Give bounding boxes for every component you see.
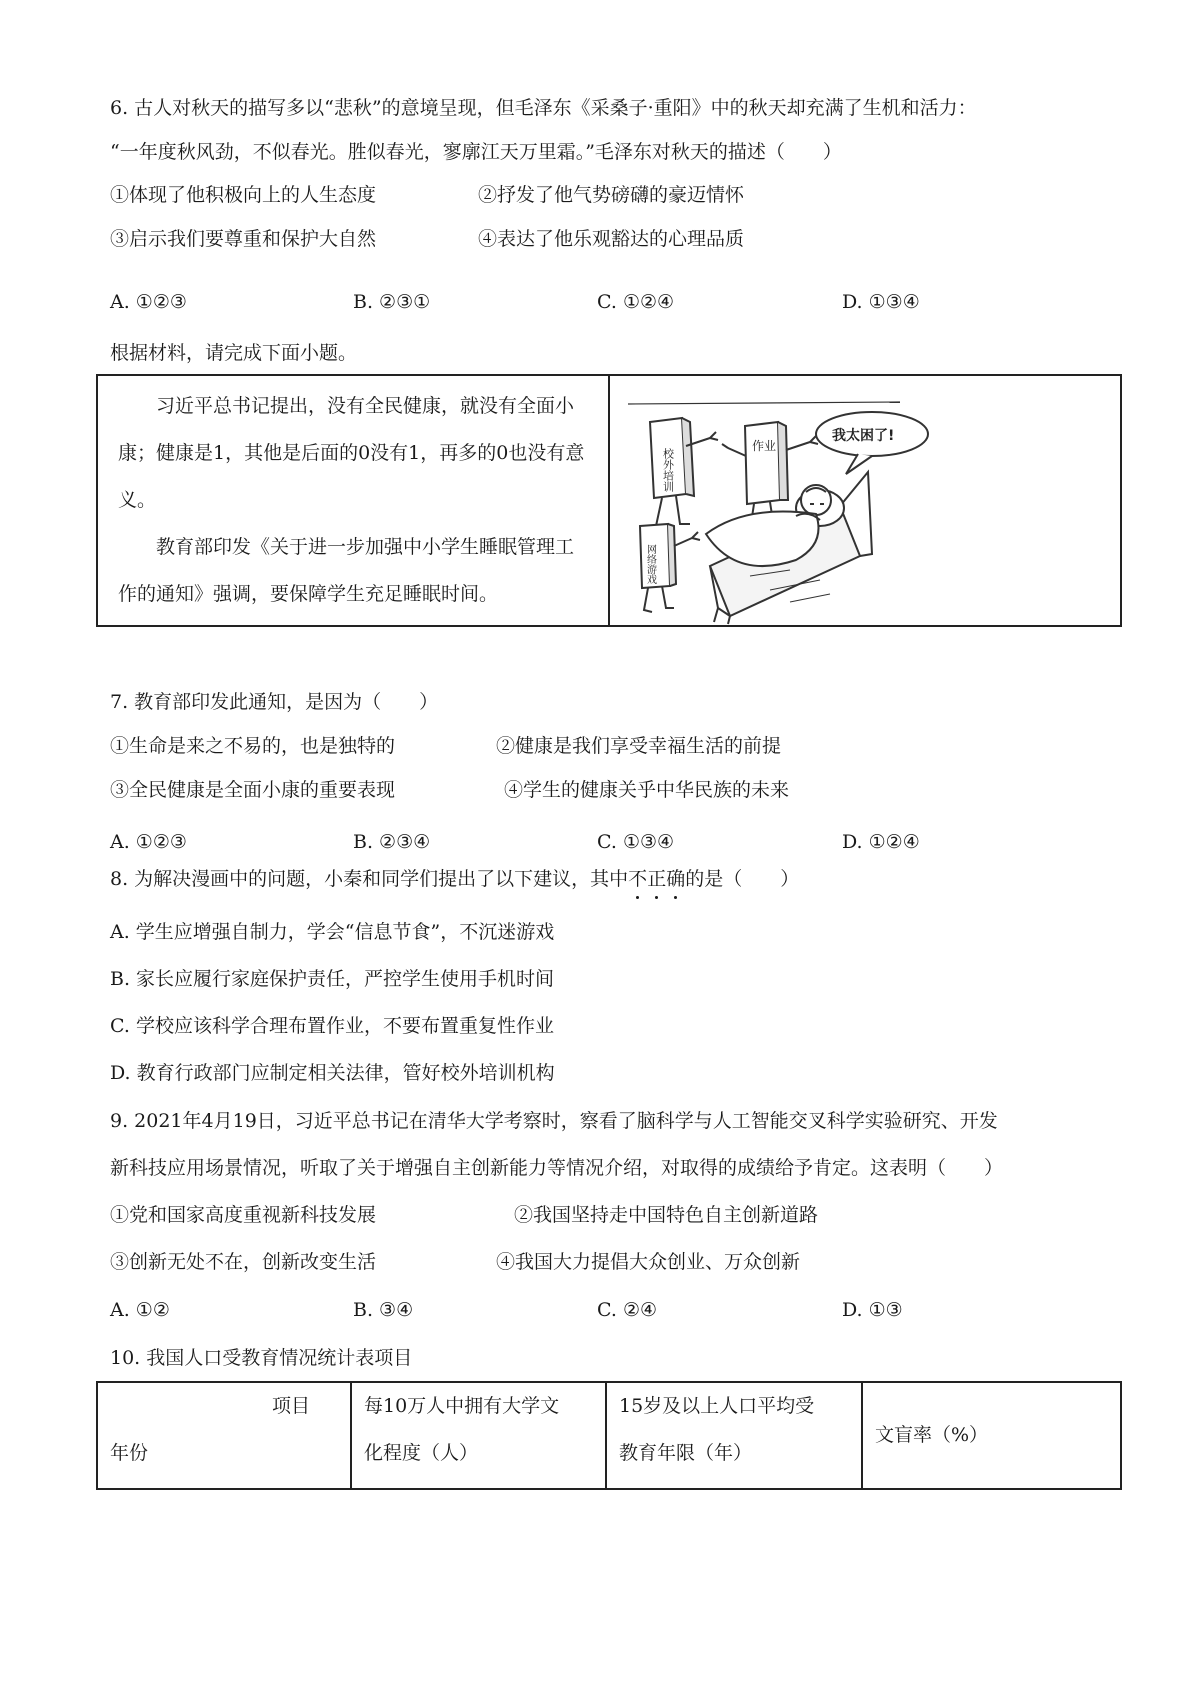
q6-statement-3: ③启示我们要尊重和保护大自然 xyxy=(110,228,377,250)
q9-option-c[interactable]: C. ②④ xyxy=(597,1299,658,1321)
cartoon-image xyxy=(610,376,1120,625)
book2-label: 作业 xyxy=(752,439,777,453)
emphasis-char-1: 不 xyxy=(628,868,648,890)
q9-option-a[interactable]: A. ①② xyxy=(110,1299,170,1321)
header-year: 年份 xyxy=(110,1442,149,1464)
education-stats-table xyxy=(96,1381,1122,1490)
book-tutoring xyxy=(650,418,718,528)
q7-statement-4: ④学生的健康关乎中华民族的未来 xyxy=(504,779,790,801)
q9-statement-4: ④我国大力提倡大众创业、万众创新 xyxy=(496,1251,801,1273)
header-illiteracy-cell: 文盲率（%） xyxy=(862,1382,1121,1489)
material-table xyxy=(96,374,1122,627)
q8-option-b[interactable]: B. 家长应履行家庭保护责任，严控学生使用手机时间 xyxy=(110,968,555,990)
sleeper-head xyxy=(801,485,831,515)
q7-option-d[interactable]: D. ①②④ xyxy=(842,831,920,853)
q9-option-d[interactable]: D. ①③ xyxy=(842,1299,903,1321)
q9-statement-2: ②我国坚持走中国特色自主创新道路 xyxy=(514,1204,819,1226)
cartoon-cell xyxy=(609,375,1121,626)
q6-statement-2: ②抒发了他气势磅礴的豪迈情怀 xyxy=(478,184,745,206)
speech-bubble-text: 我太困了! xyxy=(832,428,895,444)
q7-statement-1: ①生命是来之不易的，也是独特的 xyxy=(110,735,396,757)
q9-stem-line2: 新科技应用场景情况，听取了关于增强自主创新能力等情况介绍，对取得的成绩给予肯定。这表明（ ） xyxy=(110,1157,1004,1179)
q6-stem-line2: “一年度秋风劲，不似春光。胜似春光，寥廓江天万里霜。”毛泽东对秋天的描述（ ） xyxy=(110,141,842,163)
q7-statement-3: ③全民健康是全面小康的重要表现 xyxy=(110,779,396,801)
material-text-cell xyxy=(97,375,609,626)
q7-statement-2: ②健康是我们享受幸福生活的前提 xyxy=(496,735,782,757)
q9-statement-3: ③创新无处不在，创新改变生活 xyxy=(110,1251,377,1273)
q6-option-d[interactable]: D. ①③④ xyxy=(842,291,920,313)
q7-option-c[interactable]: C. ①③④ xyxy=(597,831,675,853)
q9-stem-line1: 9. 2021年4月19日，习近平总书记在清华大学考察时，察看了脑科学与人工智能交叉科学实验研究、开发 xyxy=(110,1110,998,1132)
q6-stem-line1: 6. 古人对秋天的描写多以“悲秋”的意境呈现，但毛泽东《采桑子·重阳》中的秋天却充满了生机和活力： xyxy=(110,97,977,119)
q10-stem: 10. 我国人口受教育情况统计表项目 xyxy=(110,1347,413,1369)
header-years-cell: 15岁及以上人口平均受 教育年限（年） xyxy=(606,1382,862,1489)
q8-stem: 8. 为解决漫画中的问题，小秦和同学们提出了以下建议，其中不正确的是（ ） xyxy=(110,868,800,890)
material-intro: 根据材料，请完成下面小题。 xyxy=(110,342,358,364)
header-item: 项目 xyxy=(271,1395,310,1417)
emphasis-char-2: 正 xyxy=(647,868,667,890)
book3-label: 网络游戏 xyxy=(644,544,656,584)
q6-statement-1: ①体现了他积极向上的人生态度 xyxy=(110,184,377,206)
q9-statement-1: ①党和国家高度重视新科技发展 xyxy=(110,1204,377,1226)
q6-option-a[interactable]: A. ①②③ xyxy=(110,291,187,313)
header-university-cell: 每10万人中拥有大学文 化程度（人） xyxy=(351,1382,606,1489)
q6-option-b[interactable]: B. ②③① xyxy=(353,291,431,313)
q8-option-a[interactable]: A. 学生应增强自制力，学会“信息节食”，不沉迷游戏 xyxy=(110,921,555,943)
q8-option-d[interactable]: D. 教育行政部门应制定相关法律，管好校外培训机构 xyxy=(110,1062,555,1084)
q8-option-c[interactable]: C. 学校应该科学合理布置作业，不要布置重复性作业 xyxy=(110,1015,554,1037)
q6-option-c[interactable]: C. ①②④ xyxy=(597,291,675,313)
q9-option-b[interactable]: B. ③④ xyxy=(353,1299,414,1321)
q7-stem: 7. 教育部印发此通知，是因为（ ） xyxy=(110,691,439,713)
corner-header-cell xyxy=(97,1382,351,1489)
material-paragraph-1: 习近平总书记提出，没有全民健康，就没有全面小康；健康是1，其他是后面的0没有1，再多的0也没有意义。 xyxy=(118,395,585,511)
q7-option-a[interactable]: A. ①②③ xyxy=(110,831,187,853)
material-paragraph-2: 教育部印发《关于进一步加强中小学生睡眠管理工作的通知》强调，要保障学生充足睡眠时间。 xyxy=(118,536,575,605)
q7-option-b[interactable]: B. ②③④ xyxy=(353,831,431,853)
q6-statement-4: ④表达了他乐观豁达的心理品质 xyxy=(478,228,745,250)
emphasis-char-3: 确 xyxy=(666,868,686,890)
book1-label: 校外培训 xyxy=(661,448,675,492)
